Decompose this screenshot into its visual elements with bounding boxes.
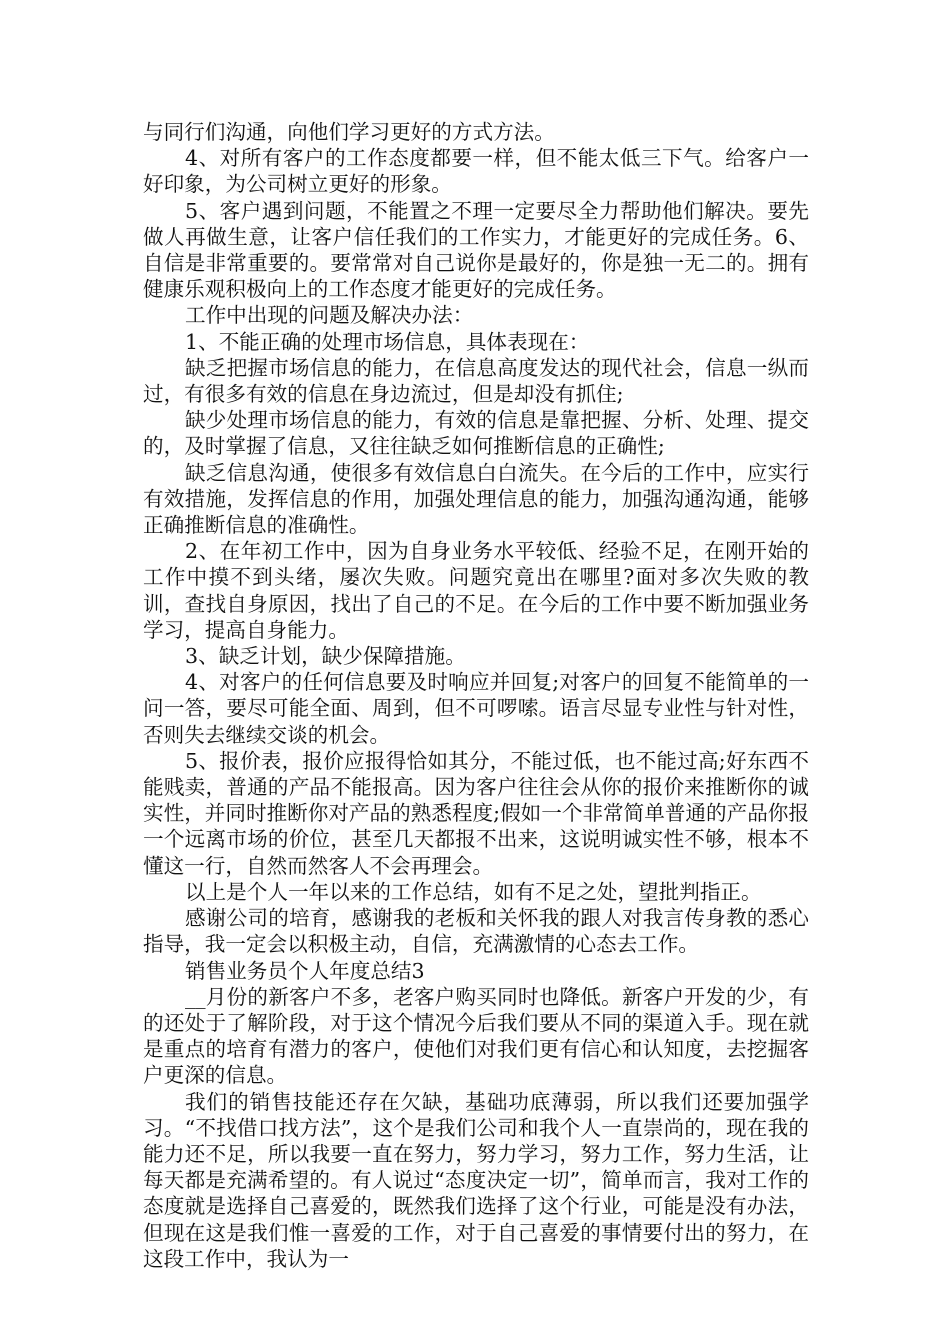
- paragraph-3: 5、客户遇到问题，不能置之不理一定要尽全力帮助他们解决。要先做人再做生意，让客户信任我们的工作实力，才能更好的完成任务。6、自信是非常重要的。要常常对自己说你是最好的，你是独一无二的。拥有健康乐观积极向上的工作态度才能更好的完成任务。: [143, 198, 809, 302]
- section-title-summary-3: 销售业务员个人年度总结3: [185, 958, 425, 983]
- document-body: [143, 119, 809, 1272]
- paragraph-2: 4、对所有客户的工作态度都要一样，但不能太低三下气。给客户一好印象，为公司树立更好的形象。: [143, 146, 809, 197]
- paragraph-16: __月份的新客户不多，老客户购买同时也降低。新客户开发的少，有的还处于了解阶段，对于这个情况今后我们要从不同的渠道入手。现在就是重点的培育有潜力的客户，使他们对我们更有信心和认知度，去挖掘客户更深的信息。: [143, 984, 809, 1088]
- paragraph-6: 缺乏把握市场信息的能力，在信息高度发达的现代社会，信息一纵而过，有很多有效的信息在身边流过，但是却没有抓住;: [143, 355, 809, 407]
- paragraph-9: 2、在年初工作中，因为自身业务水平较低、经验不足，在刚开始的工作中摸不到头绪，屡次失败。问题究竟出在哪里?面对多次失败的教训，查找自身原因，找出了自己的不足。在今后的工作中要不断加强业务学习，提高自身能力。: [143, 539, 809, 642]
- paragraph-14: 感谢公司的培育，感谢我的老板和关怀我的跟人对我言传身教的悉心指导，我一定会以积极主动，自信，充满激情的心态去工作。: [143, 906, 809, 957]
- paragraph-12: 5、报价表，报价应报得恰如其分，不能过低，也不能过高;好东西不能贱卖，普通的产品不能报高。因为客户往往会从你的报价来推断你的诚实性，并同时推断你对产品的熟悉程度;假如一个非常简单普通的产品你报一个远离市场的价位，甚至几天都报不出来，这说明诚实性不够，根本不懂这一行，自然而然客人不会再理会。: [143, 748, 809, 878]
- paragraph-5: 1、不能正确的处理市场信息，具体表现在：: [185, 329, 590, 354]
- paragraph-8: 缺乏信息沟通，使很多有效信息白白流失。在今后的工作中，应实行有效措施，发挥信息的作用，加强处理信息的能力，加强沟通沟通，能够正确推断信息的准确性。: [143, 460, 809, 538]
- section-heading-problems: 工作中出现的问题及解决办法：: [185, 303, 474, 328]
- paragraph-13: 以上是个人一年以来的工作总结，如有不足之处，望批判指正。: [185, 879, 762, 904]
- paragraph-11: 4、对客户的任何信息要及时响应并回复;对客户的回复不能简单的一问一答，要尽可能全面、周到，但不可啰嗦。语言尽显专业性与针对性，否则失去继续交谈的机会。: [143, 670, 809, 747]
- paragraph-10: 3、缺乏计划，缺少保障措施。: [185, 644, 466, 669]
- paragraph-1: 与同行们沟通，向他们学习更好的方式方法。: [143, 120, 555, 144]
- paragraph-7: 缺少处理市场信息的能力，有效的信息是靠把握、分析、处理、提交的，及时掌握了信息，又往往缺乏如何推断信息的正确性;: [143, 408, 809, 459]
- paragraph-17: 我们的销售技能还存在欠缺，基础功底薄弱，所以我们还要加强学习。“不找借口找方法”，这个是我们公司和我个人一直崇尚的，现在我的能力还不足，所以我要一直在努力，努力学习，努力工作，努力生活，让每天都是充满希望的。有人说过“态度决定一切”，简单而言，我对工作的态度就是选择自己喜爱的，既然我们选择了这个行业，可能是没有办法，但现在这是我们惟一喜爱的工作，对于自己喜爱的事情要付出的努力，在这段工作中，我认为一: [143, 1089, 809, 1271]
